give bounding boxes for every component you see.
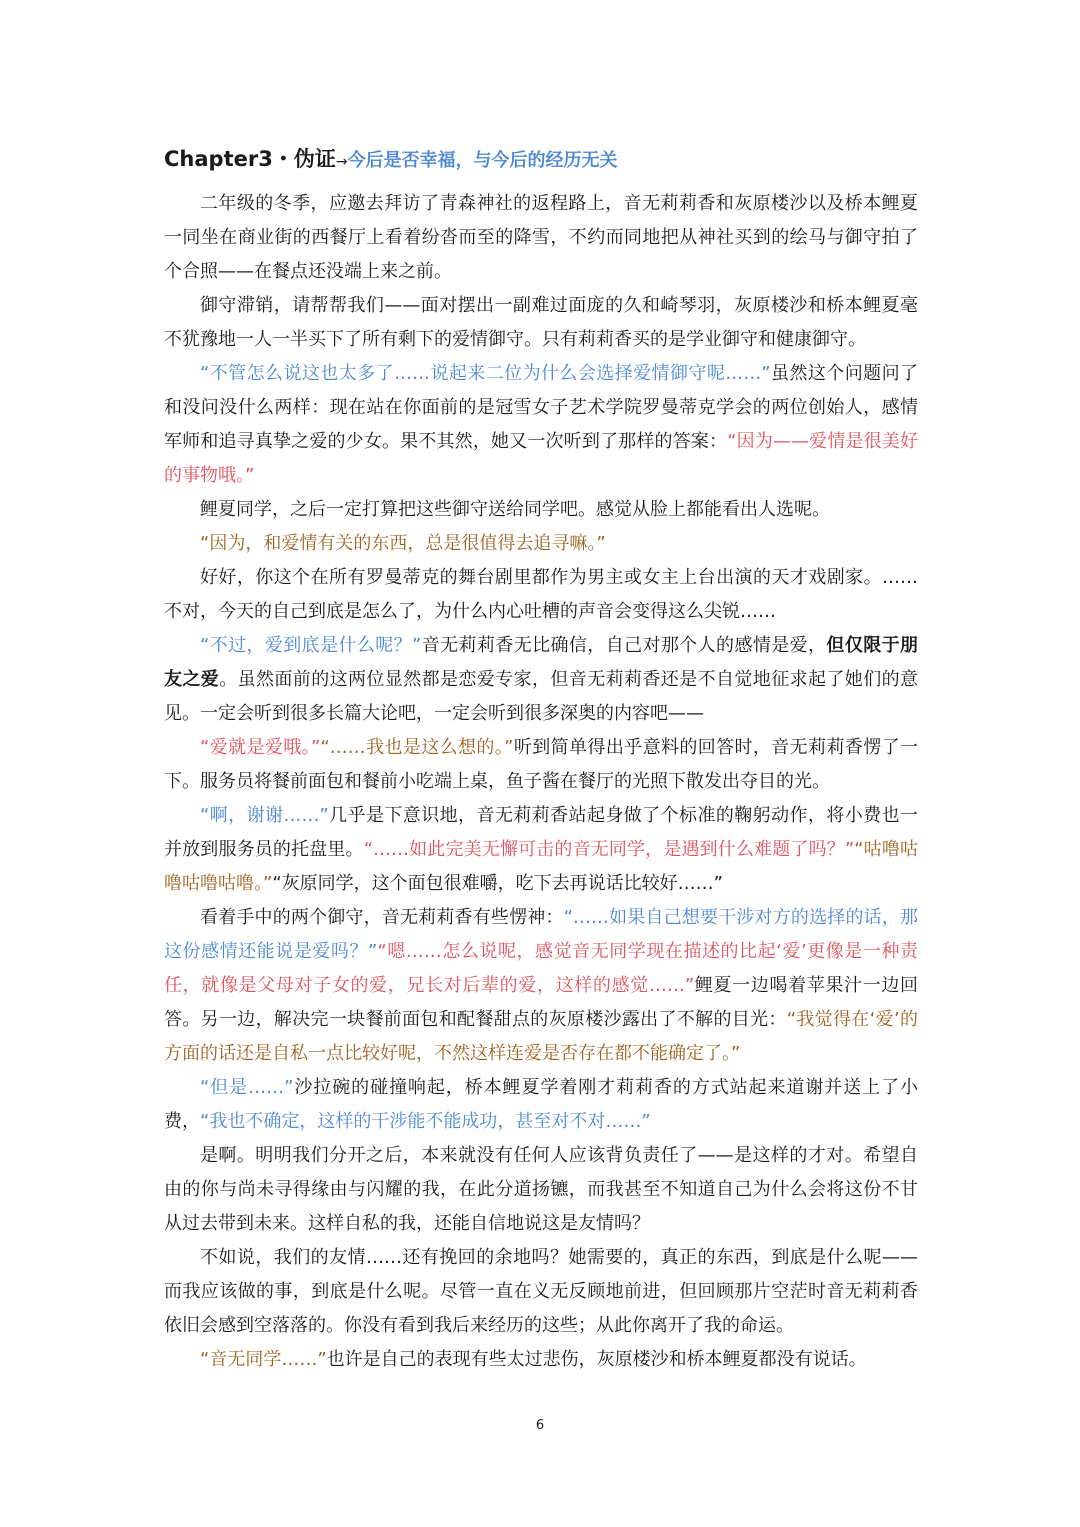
chapter-heading bbox=[164, 142, 618, 176]
paragraph bbox=[164, 901, 918, 1071]
paragraph bbox=[164, 493, 918, 527]
page-number: 6 bbox=[535, 1418, 545, 1433]
text-run: “但是……” bbox=[200, 1077, 294, 1098]
text-run: 看着手中的两个御守，音无莉莉香有些愣神： bbox=[200, 907, 564, 928]
text-run: “……我也是这么想的。” bbox=[320, 737, 514, 758]
text-run: “我也不确定，这样的干涉能不能成功，甚至对不对……” bbox=[200, 1111, 651, 1132]
text-run: “……如果自己想要干涉对方的选择的话，那这份感情还能说是爱吗？” bbox=[164, 907, 918, 962]
text-run: 虽然这个问题问了和没问没什么两样：现在站在你面前的是冠雪女子艺术学院罗曼蒂克学会的两位创始人，感情军师和追寻真挚之爱的少女。果不其然，她又一次听到了那样的答案： bbox=[164, 363, 919, 452]
text-run: “我觉得在‘爱’的方面的话还是自私一点比较好呢，不然这样连爱是否存在都不能确定了。” bbox=[164, 1009, 918, 1064]
text-run: “……如此完美无懈可击的音无同学，是遇到什么难题了吗？” bbox=[363, 839, 855, 860]
text-run: “因为——爱情是很美好的事物哦。” bbox=[164, 431, 918, 486]
text-run: 不如说，我们的友情……还有挽回的余地吗？她需要的，真正的东西，到底是什么呢——而我应该做的事，到底是什么呢。尽管一直在义无反顾地前进，但回顾那片空茫时音无莉莉香依旧会感到空落落的。你没有看到我后来经历的这些；从此你离开了我的命运。 bbox=[164, 1247, 918, 1336]
text-run: 是啊。明明我们分开之后，本来就没有任何人应该背负责任了——是这样的才对。希望自由的你与尚未寻得缘由与闪耀的我，在此分道扬镳，而我甚至不知道自己为什么会将这份不甘从过去带到未来。这样自私的我，还能自信地说这是友情吗？ bbox=[164, 1145, 918, 1234]
text-run: 御守滞销，请帮帮我们——面对摆出一副难过面庞的久和崎琴羽，灰原楼沙和桥本鲤夏毫不犹豫地一人一半买下了所有剩下的爱情御守。只有莉莉香买的是学业御守和健康御守。 bbox=[164, 295, 918, 350]
text-run: “啊，谢谢……” bbox=[200, 805, 329, 826]
text-run: 音无莉莉香无比确信，自己对那个人的感情是爱， bbox=[421, 635, 827, 656]
paragraph bbox=[164, 629, 918, 731]
text-run: “爱就是爱哦。” bbox=[200, 737, 321, 758]
paragraph bbox=[164, 357, 918, 493]
paragraph bbox=[164, 1071, 918, 1139]
text-run: 鲤夏一边喝着苹果汁一边回答。另一边，解决完一块餐前面包和配餐甜点的灰原楼沙露出了不解的目光： bbox=[164, 975, 918, 1030]
chapter-title: Chapter3・伪证 bbox=[164, 147, 336, 171]
paragraph bbox=[164, 1343, 918, 1377]
text-run: 鲤夏同学，之后一定打算把这些御守送给同学吧。感觉从脸上都能看出人选呢。 bbox=[200, 499, 830, 520]
arrow-icon: → bbox=[335, 154, 348, 170]
text-run: “咕噜咕噜咕噜咕噜。” bbox=[164, 839, 919, 894]
text-run: 沙拉碗的碰撞响起，桥本鲤夏学着刚才莉莉香的方式站起来道谢并送上了小费， bbox=[164, 1077, 918, 1132]
text-run: 好好，你这个在所有罗曼蒂克的舞台剧里都作为男主或女主上台出演的天才戏剧家。……不对，今天的自己到底是怎么了，为什么内心吐槽的声音会变得这么尖锐…… bbox=[164, 567, 918, 622]
text-run: 听到简单得出乎意料的回答时，音无莉莉香愣了一下。服务员将餐前面包和餐前小吃端上桌，鱼子酱在餐厅的光照下散发出夺目的光。 bbox=[164, 737, 919, 792]
paragraph bbox=[164, 527, 918, 561]
paragraph bbox=[164, 731, 918, 799]
text-run: 几乎是下意识地，音无莉莉香站起身做了个标准的鞠躬动作，将小费也一并放到服务员的托盘里。 bbox=[164, 805, 919, 860]
body-text bbox=[164, 187, 918, 1377]
paragraph bbox=[164, 1241, 918, 1343]
paragraph bbox=[164, 561, 918, 629]
text-run: “不过，爱到底是什么呢？” bbox=[200, 635, 422, 656]
paragraph bbox=[164, 289, 918, 357]
text-run: “灰原同学，这个面包很难嚼，吃下去再说话比较好……” bbox=[272, 873, 723, 894]
text-run: 。虽然面前的这两位显然都是恋爱专家，但音无莉莉香还是不自觉地征求起了她们的意见。一定会听到很多长篇大论吧，一定会听到很多深奥的内容吧—— bbox=[164, 669, 918, 724]
paragraph bbox=[164, 799, 918, 901]
text-run: “音无同学……” bbox=[200, 1349, 327, 1370]
text-run: “因为，和爱情有关的东西，总是很值得去追寻嘛。” bbox=[200, 533, 606, 554]
text-run: “不管怎么说这也太多了……说起来二位为什么会选择爱情御守呢……” bbox=[200, 363, 771, 384]
text-run: 二年级的冬季，应邀去拜访了青森神社的返程路上，音无莉莉香和灰原楼沙以及桥本鲤夏一同坐在商业街的西餐厅上看着纷沓而至的降雪，不约而同地把从神社买到的绘马与御守拍了个合照——在餐点还没端上来之前。 bbox=[164, 193, 918, 282]
text-run: 也许是自己的表现有些太过悲伤，灰原楼沙和桥本鲤夏都没有说话。 bbox=[326, 1349, 867, 1370]
paragraph bbox=[164, 1139, 918, 1241]
text-run: “嗯……怎么说呢，感觉音无同学现在描述的比起‘爱’更像是一种责任，就像是父母对子女的爱，兄长对后辈的爱，这样的感觉……” bbox=[164, 941, 918, 996]
paragraph bbox=[164, 187, 918, 289]
text-run: 但仅限于朋友之爱 bbox=[164, 635, 918, 690]
chapter-subtitle: 今后是否幸福，与今后的经历无关 bbox=[347, 150, 618, 171]
